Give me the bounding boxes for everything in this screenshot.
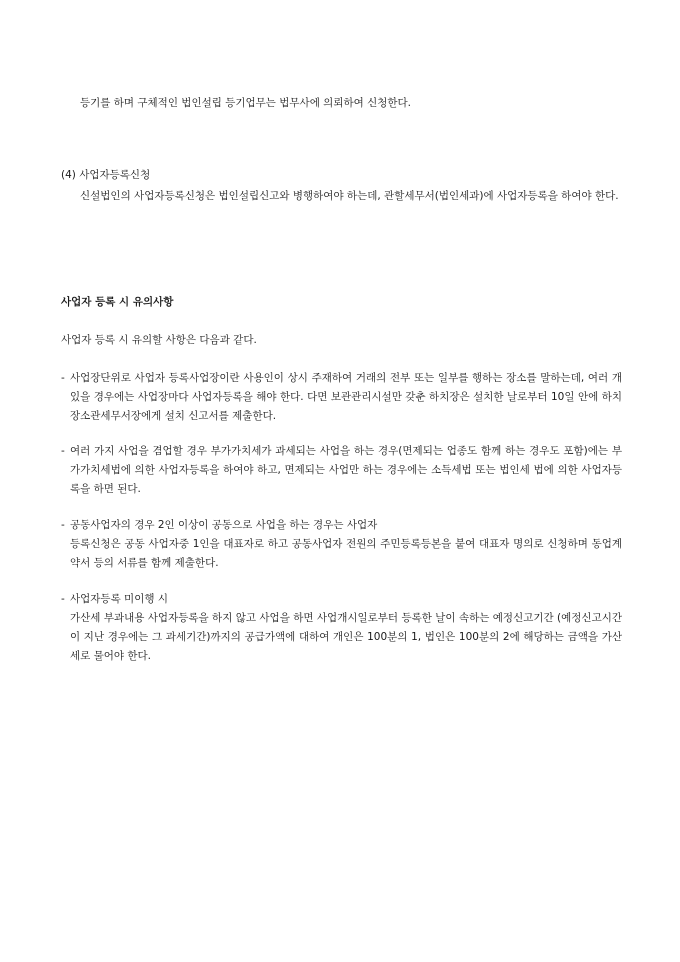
- precaution-item-text: 사업장단위로 사업자 등록사업장이란 사용인이 상시 주재하여 거래의 전부 또는 일부를 행하는 장소를 말하는데, 여러 개 있을 경우에는 사업장마다 사업자등록을 해야 한다. 다면 보관관리시설만 갖춘 하치장은 설치한 날로부터 10일 안에 하치장소관세무서장에게 설치 신고서를 제출한다.: [70, 372, 622, 422]
- list-dash: -: [61, 519, 65, 531]
- registration-section-heading: (4) 사업자등록신청: [61, 169, 151, 181]
- precaution-item-text: 여러 가지 사업을 겸업할 경우 부가가치세가 과세되는 사업을 하는 경우(면제되는 업종도 함께 하는 경우도 포함)에는 부가가치세법에 의한 사업자등록을 하여야 하고, 면제되는 사업만 하는 경우에는 소득세법 또는 법인세 법에 의한 사업자등록을 하면 된다.: [70, 445, 622, 495]
- precaution-item-heading: 사업자등록 미이행 시: [70, 593, 168, 605]
- precautions-intro: 사업자 등록 시 유의할 사항은 다음과 같다.: [61, 334, 257, 346]
- precaution-item-text: 등록신청은 공동 사업자중 1인을 대표자로 하고 공동사업자 전원의 주민등록등본을 붙여 대표자 명의로 신청하며 동업계약서 등의 서류를 함께 제출한다.: [70, 538, 622, 569]
- list-dash: -: [61, 593, 65, 605]
- registration-section-body: 신설법인의 사업자등록신청은 법인설립신고와 병행하여야 하는데, 관할세무서(법인세과)에 사업자등록을 하여야 한다.: [80, 190, 619, 202]
- list-dash: -: [61, 372, 65, 384]
- precaution-item-heading: 공동사업자의 경우 2인 이상이 공동으로 사업을 하는 경우는 사업자: [70, 519, 378, 531]
- precautions-title: 사업자 등록 시 유의사항: [61, 296, 174, 308]
- precaution-item-text: 가산세 부과내용 사업자등록을 하지 않고 사업을 하면 사업개시일로부터 등록한 날이 속하는 예정신고기간 (예정신고시간이 지난 경우에는 그 과세기간)까지의 공급가액에 대하여 개인은 100분의 1, 법인은 100분의 2에 해당하는 금액을 가산세로 물어야 한다.: [70, 612, 622, 662]
- list-dash: -: [61, 445, 65, 457]
- intro-paragraph: 등기를 하며 구체적인 법인설립 등기업무는 법무사에 의뢰하여 신청한다.: [80, 97, 411, 109]
